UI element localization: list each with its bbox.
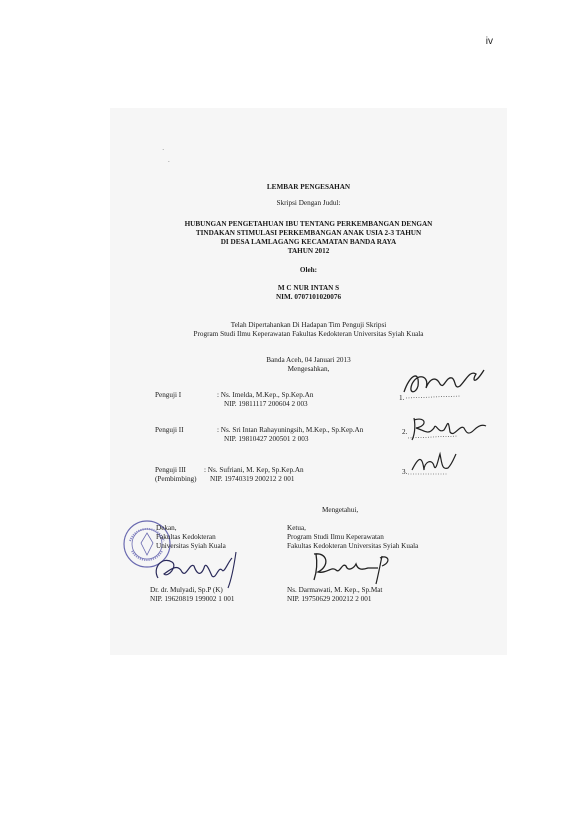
title-line: TAHUN 2012: [287, 247, 330, 255]
defended-line: Telah Dipertahankan Di Hadapan Tim Penguji Skripsi: [230, 321, 387, 329]
dean-university: Universitas Syiah Kuala: [156, 542, 226, 550]
signature-head: [306, 548, 396, 586]
head-faculty: Fakultas Kedokteran Universitas Syiah Kuala: [287, 542, 419, 550]
examiner-role: Penguji III: [155, 466, 186, 474]
examiner-role: Penguji II: [155, 426, 184, 434]
author-name: M C NUR INTAN S: [277, 284, 340, 292]
scan-speck: ·: [162, 146, 165, 154]
examiner-nip: NIP. 19740319 200212 2 001: [210, 475, 295, 483]
examiner-name: : Ns. Sufriani, M. Kep, Sp.Kep.An: [204, 466, 304, 474]
signature-examiner-1: [400, 364, 490, 404]
examiner-role-2: (Pembimbing): [155, 475, 197, 483]
head-name: Ns. Darmawati, M. Kep., Sp.Mat: [287, 586, 383, 594]
defended-line: Program Studi Ilmu Keperawatan Fakultas Kedokteran Universitas Syiah Kuala: [193, 330, 424, 338]
dean-faculty: Fakultas Kedokteran: [156, 533, 216, 541]
title-line: TINDAKAN STIMULASI PERKEMBANGAN ANAK USIA 2-3 TAHUN: [195, 229, 422, 237]
author-nim: NIM. 0707101020076: [275, 293, 342, 301]
head-program: Program Studi Ilmu Keperawatan: [287, 533, 384, 541]
mengesahkan: Mengesahkan,: [287, 365, 330, 373]
dean-title: Dekan,: [156, 524, 177, 532]
scanned-approval-page: [110, 108, 507, 655]
head-nip: NIP. 19750629 200212 2 001: [287, 595, 372, 603]
signature-examiner-3: [408, 450, 468, 478]
page-number: iv: [485, 36, 493, 47]
examiner-name: : Ns. Sri Intan Rahayuningsih, M.Kep., Sp.Kep.An: [217, 426, 364, 434]
place-date: Banda Aceh, 04 Januari 2013: [266, 356, 351, 364]
examiner-nip: NIP. 19810427 200501 2 003: [224, 435, 309, 443]
examiner-nip: NIP. 19811117 200604 2 003: [224, 400, 308, 408]
mengetahui: Mengetahui,: [322, 506, 359, 514]
sign-number: 3.: [402, 468, 408, 476]
dean-name: Dr. dr. Mulyadi, Sp.P (K): [150, 586, 223, 594]
sign-number: 2.: [402, 428, 408, 436]
examiner-name: : Ns. Imelda, M.Kep., Sp.Kep.An: [217, 391, 314, 399]
heading: LEMBAR PENGESAHAN: [266, 183, 351, 191]
dean-nip: NIP. 19620819 199002 1 001: [150, 595, 235, 603]
scan-speck: .: [168, 156, 170, 164]
sign-number: 1.: [399, 394, 405, 402]
subheading: Skripsi Dengan Judul:: [276, 199, 341, 207]
head-title: Ketua,: [287, 524, 306, 532]
oleh-label: Oleh:: [299, 266, 318, 274]
examiner-role: Penguji I: [155, 391, 182, 399]
title-line: DI DESA LAMLAGANG KECAMATAN BANDA RAYA: [220, 238, 397, 246]
title-line: HUBUNGAN PENGETAHUAN IBU TENTANG PERKEMBANGAN DENGAN: [184, 220, 433, 228]
signature-examiner-2: [408, 414, 488, 444]
